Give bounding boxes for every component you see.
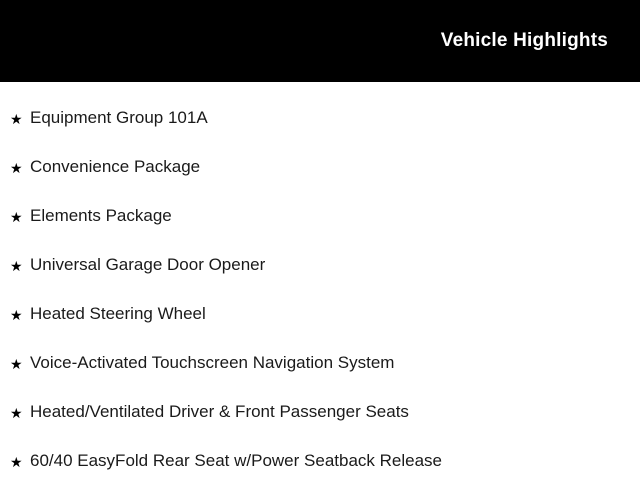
list-item — [0, 339, 640, 388]
highlight-label: Voice-Activated Touchscreen Navigation System — [30, 353, 395, 373]
highlight-label: Heated/Ventilated Driver & Front Passenger Seats — [30, 402, 409, 422]
highlight-label: Equipment Group 101A — [30, 108, 208, 128]
star-bullet-icon: ★ — [10, 159, 23, 176]
highlights-list — [0, 82, 640, 486]
list-item — [0, 388, 640, 437]
list-item — [0, 94, 640, 143]
list-item — [0, 437, 640, 486]
list-item — [0, 192, 640, 241]
highlight-label: Heated Steering Wheel — [30, 304, 206, 324]
list-item — [0, 143, 640, 192]
star-bullet-icon: ★ — [10, 208, 23, 225]
page-title: Vehicle Highlights — [440, 30, 608, 51]
star-bullet-icon: ★ — [10, 453, 23, 470]
highlight-label: Elements Package — [30, 206, 172, 226]
star-bullet-icon: ★ — [10, 306, 23, 323]
list-item — [0, 241, 640, 290]
star-bullet-icon: ★ — [10, 110, 23, 127]
star-bullet-icon: ★ — [10, 257, 23, 274]
highlight-label: 60/40 EasyFold Rear Seat w/Power Seatback Release — [30, 451, 443, 471]
star-bullet-icon: ★ — [10, 355, 23, 372]
header-bar — [0, 0, 640, 82]
star-bullet-icon: ★ — [10, 404, 23, 421]
highlight-label: Convenience Package — [30, 157, 201, 177]
highlight-label: Universal Garage Door Opener — [30, 255, 266, 275]
list-item — [0, 290, 640, 339]
